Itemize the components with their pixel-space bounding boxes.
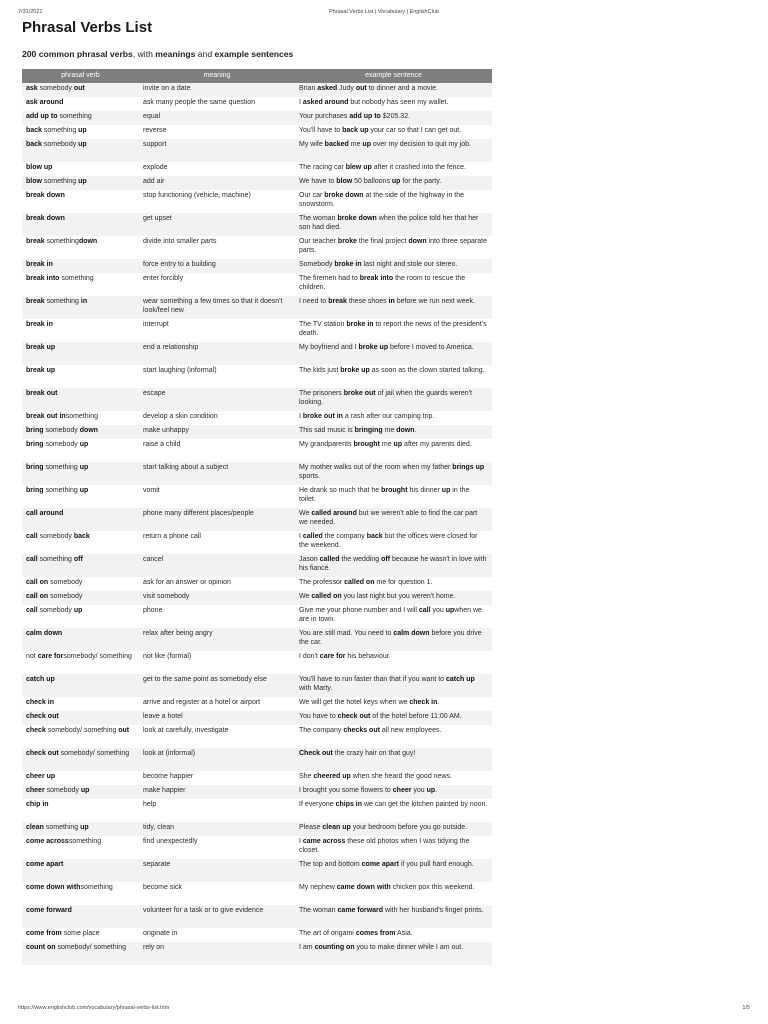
table-row [22,942,492,965]
cell-meaning: not like (formal) [139,651,295,674]
cell-example: The woman broke down when the police told her that her son had died. [295,213,492,236]
cell-example: My boyfriend and I broke up before I moved to America. [295,342,492,365]
table-row [22,125,492,139]
table-row [22,462,492,485]
cell-phrasal-verb: check out [22,711,139,725]
cell-example: We have to blow 50 balloons up for the party. [295,176,492,190]
cell-example: I need to break these shoes in before we run next week. [295,296,492,319]
cell-example: You'll have to run faster than that if you want to catch up with Marty. [295,674,492,697]
cell-meaning: arrive and register at a hotel or airport [139,697,295,711]
cell-meaning: get upset [139,213,295,236]
table-row [22,236,492,259]
cell-example: The firemen had to break into the room to rescue the children. [295,273,492,296]
cell-example: We called around but we weren't able to find the car part we needed. [295,508,492,531]
cell-meaning: leave a hotel [139,711,295,725]
cell-example: My nephew came down with chicken pox this weekend. [295,882,492,905]
cell-phrasal-verb: come from some place [22,928,139,942]
cell-phrasal-verb: break up [22,365,139,388]
header-example-sentence: example sentence [295,69,492,83]
cell-meaning: originate in [139,928,295,942]
subtitle-examples: example sentences [214,49,294,59]
table-row [22,697,492,711]
page-subtitle [22,49,293,59]
cell-meaning: look at carefully, investigate [139,725,295,748]
cell-meaning: wear something a few times so that it doesn't look/feel new [139,296,295,319]
cell-meaning: ask for an answer or opinion [139,577,295,591]
cell-meaning: explode [139,162,295,176]
table-row [22,725,492,748]
cell-phrasal-verb: bring somebody down [22,425,139,439]
cell-meaning: divide into smaller parts [139,236,295,259]
cell-meaning: vomit [139,485,295,508]
cell-meaning: cancel [139,554,295,577]
table-row [22,365,492,388]
cell-example: My wife backed me up over my decision to quit my job. [295,139,492,162]
cell-phrasal-verb: come apart [22,859,139,882]
table-row [22,531,492,554]
cell-example: I am counting on you to make dinner while I am out. [295,942,492,965]
table-row [22,342,492,365]
cell-meaning: enter forcibly [139,273,295,296]
cell-phrasal-verb: check somebody/ something out [22,725,139,748]
cell-example: You'll have to back up your car so that I can get out. [295,125,492,139]
cell-meaning: start laughing (informal) [139,365,295,388]
cell-meaning: ask many people the same question [139,97,295,111]
table-row [22,928,492,942]
print-url: https://www.englishclub.com/vocabulary/phrasal-verbs-list.htm [18,1005,170,1011]
table-row [22,83,492,97]
table-row [22,425,492,439]
cell-example: Check out the crazy hair on that guy! [295,748,492,771]
cell-phrasal-verb: come forward [22,905,139,928]
header-phrasal-verb: phrasal verb [22,69,139,83]
cell-meaning: look at (informal) [139,748,295,771]
cell-example: Brian asked Judy out to dinner and a movie. [295,83,492,97]
cell-phrasal-verb: break out insomething [22,411,139,425]
table-header [22,69,492,83]
cell-meaning: find unexpectedly [139,836,295,859]
cell-meaning: relax after being angry [139,628,295,651]
cell-meaning: make unhappy [139,425,295,439]
table-row [22,905,492,928]
cell-example: Our car broke down at the side of the highway in the snowstorm. [295,190,492,213]
cell-example: My mother walks out of the room when my father brings up sports. [295,462,492,485]
cell-meaning: rely on [139,942,295,965]
cell-phrasal-verb: count on somebody/ something [22,942,139,965]
table-row [22,111,492,125]
header-meaning: meaning [139,69,295,83]
cell-meaning: support [139,139,295,162]
cell-meaning: invite on a date [139,83,295,97]
print-footer [18,1005,750,1015]
cell-phrasal-verb: come acrosssomething [22,836,139,859]
cell-phrasal-verb: catch up [22,674,139,697]
cell-phrasal-verb: call something off [22,554,139,577]
cell-phrasal-verb: cheer up [22,771,139,785]
cell-phrasal-verb: cheer somebody up [22,785,139,799]
cell-phrasal-verb: break somethingdown [22,236,139,259]
cell-meaning: start talking about a subject [139,462,295,485]
table-row [22,799,492,822]
cell-meaning: phone many different places/people [139,508,295,531]
cell-phrasal-verb: bring somebody up [22,439,139,462]
cell-example: I called the company back but the offices were closed for the weekend. [295,531,492,554]
table-row [22,591,492,605]
phrasal-verbs-table [22,69,492,965]
cell-phrasal-verb: break in [22,259,139,273]
cell-example: You have to check out of the hotel before 11:00 AM. [295,711,492,725]
print-header [18,9,750,19]
table-row [22,711,492,725]
cell-phrasal-verb: back somebody up [22,139,139,162]
cell-phrasal-verb: blow something up [22,176,139,190]
cell-phrasal-verb: clean something up [22,822,139,836]
table-row [22,577,492,591]
cell-example: This sad music is bringing me down. [295,425,492,439]
cell-phrasal-verb: break down [22,213,139,236]
cell-example: The woman came forward with her husband's finger prints. [295,905,492,928]
cell-phrasal-verb: call on somebody [22,577,139,591]
cell-meaning: become sick [139,882,295,905]
cell-example: The art of origami comes from Asia. [295,928,492,942]
cell-meaning: raise a child [139,439,295,462]
print-date: 7/31/2021 [18,9,43,15]
table-row [22,628,492,651]
table-row [22,190,492,213]
table-row [22,139,492,162]
cell-phrasal-verb: break up [22,342,139,365]
cell-meaning: phone [139,605,295,628]
cell-example: Our teacher broke the final project down into three separate parts. [295,236,492,259]
cell-example: If everyone chips in we can get the kitchen painted by noon. [295,799,492,822]
table-row [22,785,492,799]
table-row [22,508,492,531]
subtitle-and: and [195,49,215,59]
table-row [22,748,492,771]
cell-phrasal-verb: calm down [22,628,139,651]
table-row [22,411,492,425]
cell-example: He drank so much that he brought his dinner up in the toilet. [295,485,492,508]
cell-example: We called on you last night but you weren't home. [295,591,492,605]
cell-phrasal-verb: back something up [22,125,139,139]
table-row [22,605,492,628]
cell-meaning: get to the same point as somebody else [139,674,295,697]
cell-meaning: escape [139,388,295,411]
subtitle-meanings: meanings [155,49,196,59]
cell-phrasal-verb: chip in [22,799,139,822]
cell-example: The professor called on me for question 1. [295,577,492,591]
table-row [22,836,492,859]
table-row [22,859,492,882]
subtitle-text: , with [132,49,156,59]
cell-example: I brought you some flowers to cheer you up. [295,785,492,799]
cell-phrasal-verb: add up to something [22,111,139,125]
table-row [22,485,492,508]
cell-meaning: force entry to a building [139,259,295,273]
cell-example: Somebody broke in last night and stole our stereo. [295,259,492,273]
table-row [22,554,492,577]
table-body [22,83,492,965]
cell-phrasal-verb: not care forsomebody/ something [22,651,139,674]
cell-phrasal-verb: check out somebody/ something [22,748,139,771]
table-row [22,771,492,785]
cell-phrasal-verb: break something in [22,296,139,319]
cell-phrasal-verb: ask somebody out [22,83,139,97]
print-title: Phrasal Verbs List | Vocabulary | EnglishClub [329,9,439,15]
table-row [22,319,492,342]
cell-meaning: help [139,799,295,822]
table-row [22,651,492,674]
table-row [22,674,492,697]
cell-phrasal-verb: break out [22,388,139,411]
cell-example: The company checks out all new employees. [295,725,492,748]
table-row [22,259,492,273]
cell-phrasal-verb: call somebody up [22,605,139,628]
cell-example: The top and bottom come apart if you pull hard enough. [295,859,492,882]
cell-meaning: volunteer for a task or to give evidence [139,905,295,928]
table-row [22,296,492,319]
cell-example: The kids just broke up as soon as the clown started talking. [295,365,492,388]
cell-meaning: make happier [139,785,295,799]
subtitle-count: 200 common phrasal verbs [22,49,133,59]
cell-phrasal-verb: come down withsomething [22,882,139,905]
cell-phrasal-verb: bring something up [22,485,139,508]
cell-example: I don't care for his behaviour. [295,651,492,674]
cell-example: We will get the hotel keys when we check in. [295,697,492,711]
cell-meaning: add air [139,176,295,190]
cell-meaning: return a phone call [139,531,295,554]
cell-phrasal-verb: call around [22,508,139,531]
cell-example: I broke out in a rash after our camping trip. [295,411,492,425]
cell-example: Give me your phone number and I will call you upwhen we are in town. [295,605,492,628]
cell-example: My grandparents brought me up after my parents died. [295,439,492,462]
table-row [22,388,492,411]
table-row [22,822,492,836]
cell-example: Please clean up your bedroom before you go outside. [295,822,492,836]
cell-meaning: equal [139,111,295,125]
cell-example: I came across these old photos when I was tidying the closet. [295,836,492,859]
cell-meaning: develop a skin condition [139,411,295,425]
cell-meaning: visit somebody [139,591,295,605]
cell-phrasal-verb: break in [22,319,139,342]
cell-example: I asked around but nobody has seen my wallet. [295,97,492,111]
page-number: 1/5 [742,1005,750,1011]
cell-phrasal-verb: call somebody back [22,531,139,554]
cell-phrasal-verb: bring something up [22,462,139,485]
table-row [22,213,492,236]
cell-phrasal-verb: blow up [22,162,139,176]
cell-meaning: tidy, clean [139,822,295,836]
cell-example: She cheered up when she heard the good news. [295,771,492,785]
cell-example: The racing car blew up after it crashed into the fence. [295,162,492,176]
cell-meaning: become happier [139,771,295,785]
cell-phrasal-verb: break into something [22,273,139,296]
table-row [22,176,492,190]
page-title: Phrasal Verbs List [22,19,153,36]
cell-meaning: interrupt [139,319,295,342]
table-row [22,882,492,905]
cell-phrasal-verb: check in [22,697,139,711]
cell-meaning: stop functioning (vehicle, machine) [139,190,295,213]
cell-example: Your purchases add up to $205.32. [295,111,492,125]
cell-meaning: separate [139,859,295,882]
table-row [22,273,492,296]
cell-example: You are still mad. You need to calm down before you drive the car. [295,628,492,651]
table-row [22,439,492,462]
cell-example: The TV station broke in to report the news of the president's death. [295,319,492,342]
cell-example: Jason called the wedding off because he wasn't in love with his fiancé. [295,554,492,577]
cell-meaning: reverse [139,125,295,139]
cell-example: The prisoners broke out of jail when the guards weren't looking. [295,388,492,411]
table-row [22,97,492,111]
cell-phrasal-verb: call on somebody [22,591,139,605]
cell-phrasal-verb: ask around [22,97,139,111]
table-row [22,162,492,176]
cell-meaning: end a relationship [139,342,295,365]
cell-phrasal-verb: break down [22,190,139,213]
